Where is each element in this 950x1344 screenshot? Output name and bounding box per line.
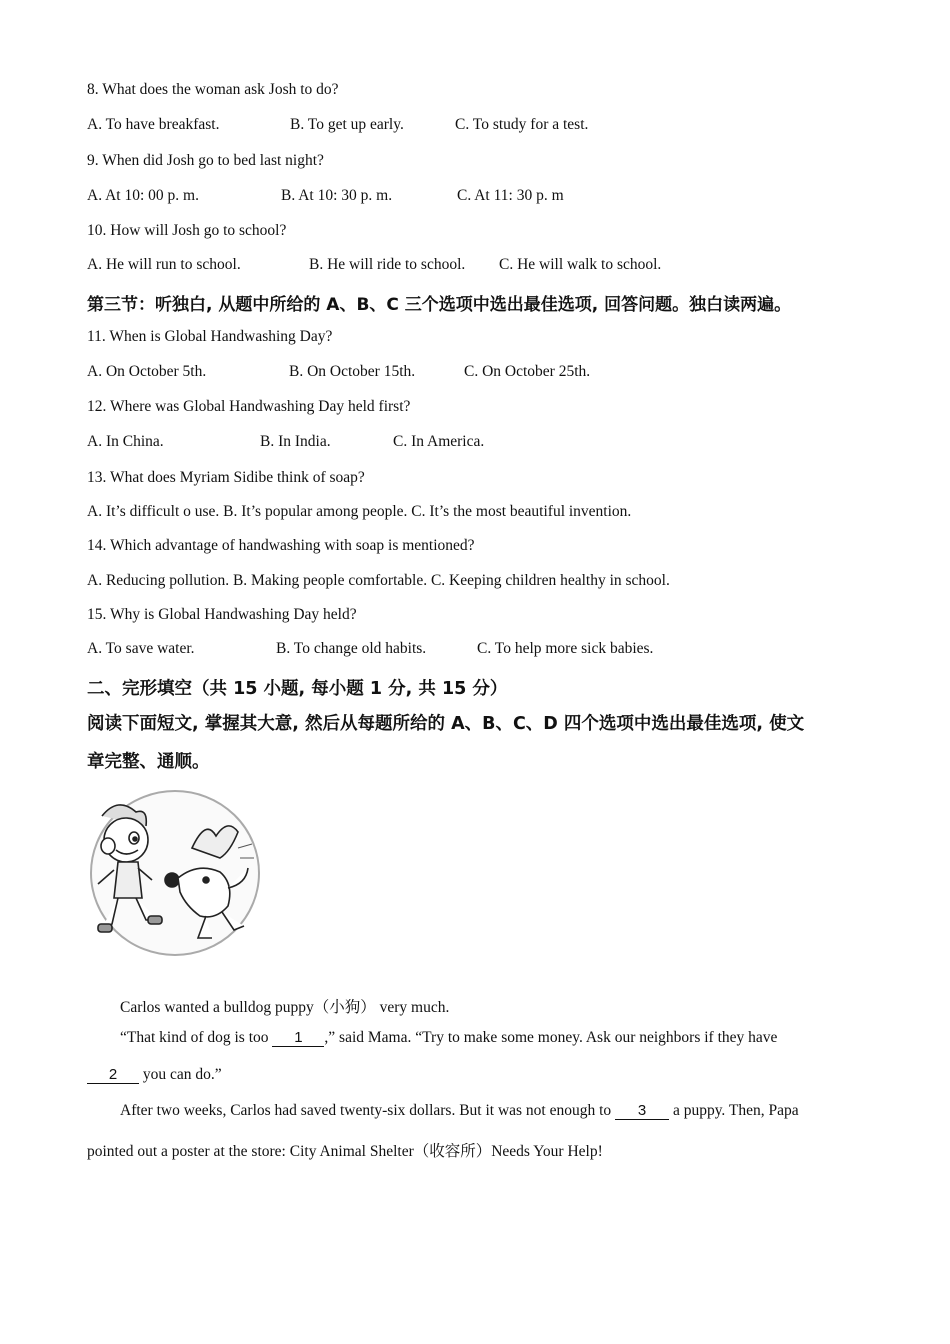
passage-paragraph-2-line-1 — [120, 1029, 777, 1047]
question-12-prompt: 12. Where was Global Handwashing Day held first? — [87, 398, 411, 415]
blank-3: 3 — [615, 1103, 669, 1120]
option-c: C. He will walk to school. — [499, 256, 662, 273]
part-2-instruction-line-2: 章完整、通顺。 — [87, 752, 210, 772]
passage-paragraph-2-line-2 — [87, 1066, 222, 1084]
passage-text: After two weeks, Carlos had saved twenty-six dollars. But it was not enough to — [120, 1102, 612, 1119]
option-b: B. In India. — [260, 433, 331, 450]
passage-text: you can do.” — [142, 1066, 222, 1083]
question-13-options: A. It’s difficult o use. B. It’s popular among people. C. It’s the most beautiful invention. — [87, 503, 632, 520]
option-c: C. To help more sick babies. — [477, 640, 654, 657]
option-b: B. On October 15th. — [289, 363, 416, 380]
option-a: A. To have breakfast. — [87, 116, 220, 133]
question-14-options: A. Reducing pollution. B. Making people comfortable. C. Keeping children healthy in school. — [87, 572, 670, 589]
option-a: A. At 10: 00 p. m. — [87, 187, 199, 204]
option-b: B. He will ride to school. — [309, 256, 466, 273]
option-b: B. To change old habits. — [276, 640, 427, 657]
option-a: A. In China. — [87, 433, 164, 450]
passage-text: “That kind of dog is too — [120, 1029, 269, 1046]
passage-paragraph-1: Carlos wanted a bulldog puppy（小狗） very much. — [120, 999, 450, 1016]
option-b: B. To get up early. — [290, 116, 404, 133]
question-13-prompt: 13. What does Myriam Sidibe think of soap? — [87, 469, 365, 486]
option-c: C. In America. — [393, 433, 485, 450]
question-11-prompt: 11. When is Global Handwashing Day? — [87, 328, 333, 345]
blank-2: 2 — [87, 1067, 139, 1084]
passage-paragraph-3-line-2: pointed out a poster at the store: City Animal Shelter（收容所）Needs Your Help! — [87, 1143, 603, 1160]
question-8-options — [87, 116, 887, 136]
question-11-options — [87, 363, 887, 383]
question-9-options — [87, 187, 887, 207]
question-12-options — [87, 433, 887, 453]
boy-and-puppy-illustration — [88, 788, 262, 958]
question-9-prompt: 9. When did Josh go to bed last night? — [87, 152, 324, 169]
option-a: A. To save water. — [87, 640, 195, 657]
option-c: C. On October 25th. — [464, 363, 591, 380]
section-3-heading: 第三节：听独白, 从题中所给的 A、B、C 三个选项中选出最佳选项, 回答问题。独白读两遍。 — [87, 295, 792, 315]
passage-text: ,” said Mama. “Try to make some money. Ask our neighbors if they have — [324, 1029, 778, 1046]
passage-paragraph-3-line-1 — [120, 1102, 799, 1120]
option-c: C. To study for a test. — [455, 116, 589, 133]
part-2-heading: 二、完形填空（共 15 小题, 每小题 1 分, 共 15 分） — [87, 679, 508, 699]
question-15-prompt: 15. Why is Global Handwashing Day held? — [87, 606, 357, 623]
blank-1: 1 — [272, 1030, 324, 1047]
question-14-prompt: 14. Which advantage of handwashing with soap is mentioned? — [87, 537, 475, 554]
option-a: A. He will run to school. — [87, 256, 241, 273]
question-15-options — [87, 640, 887, 660]
option-b: B. At 10: 30 p. m. — [281, 187, 393, 204]
passage-text: a puppy. Then, Papa — [672, 1102, 799, 1119]
option-c: C. At 11: 30 p. m — [457, 187, 564, 204]
option-a: A. On October 5th. — [87, 363, 207, 380]
question-8-prompt: 8. What does the woman ask Josh to do? — [87, 81, 339, 98]
part-2-instruction-line-1: 阅读下面短文, 掌握其大意, 然后从每题所给的 A、B、C、D 四个选项中选出最佳选项, 使文 — [87, 714, 805, 734]
question-10-prompt: 10. How will Josh go to school? — [87, 222, 287, 239]
question-10-options — [87, 256, 887, 276]
